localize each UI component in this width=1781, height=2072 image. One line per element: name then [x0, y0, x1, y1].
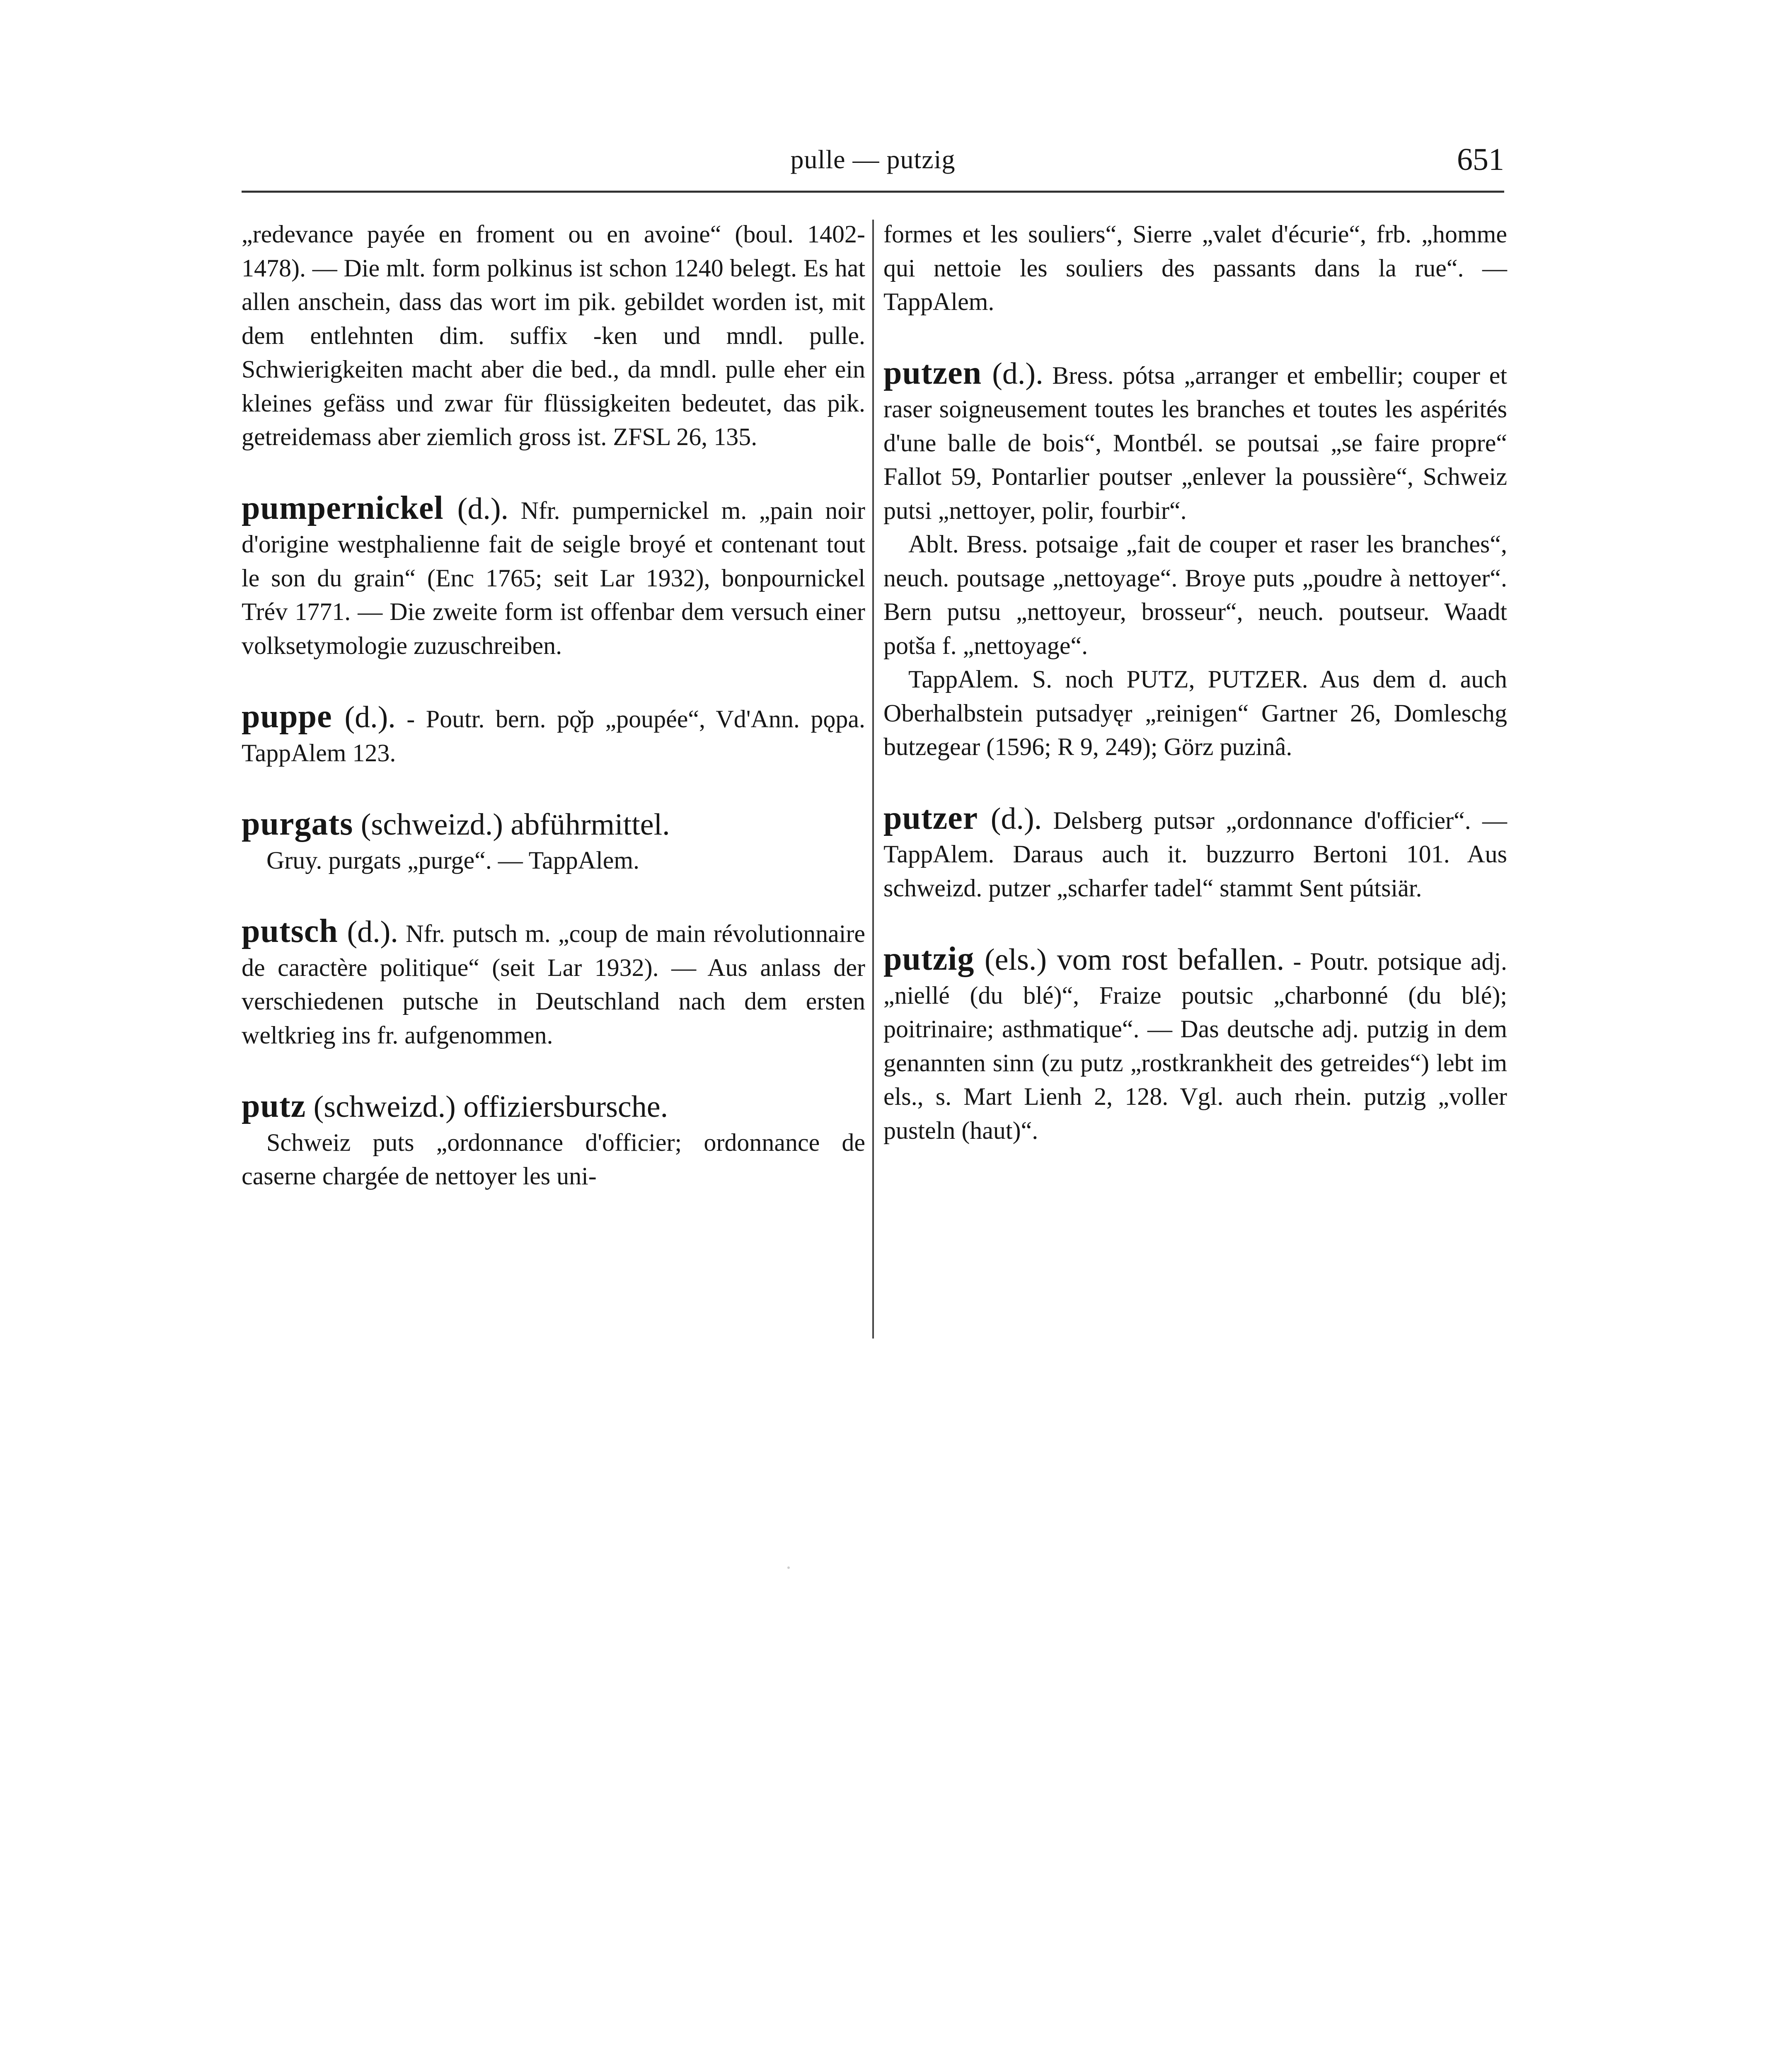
entry-putsch: [242, 915, 865, 1052]
continuation-text: formes et les souliers“, Sierre „valet d'écurie“, frb. „homme qui nettoie les souliers des passants dans la rue“. — TappAlem.: [883, 220, 1507, 315]
headword: pumpernickel: [242, 489, 444, 526]
entry-body: Gruy. purgats „purge“. — TappAlem.: [266, 846, 640, 874]
headword-gloss: (d.).: [443, 491, 508, 526]
headword: putsch: [242, 913, 338, 949]
continuation-entry: [883, 218, 1507, 319]
entry-putzer: [883, 801, 1507, 905]
entry-putz: [242, 1089, 865, 1193]
entry-body: Delsberg putsər „ordonnance d'officier“. — TappAlem. Daraus auch it. buzzurro Bertoni 101. Aus schweizd. putzer „scharfer tadel“ stammt Sent pútsiär.: [883, 806, 1507, 902]
entry-body: Nfr. putsch m. „coup de main révolutionnaire de caractère politique“ (seit Lar 1932). — Aus anlass der verschiedenen putsche in Deutschland nach dem ersten weltkrieg ins fr. aufgenommen.: [242, 920, 865, 1049]
continuation-text: „redevance payée en froment ou en avoine“ (boul. 1402-1478). — Die mlt. form polkinus ist schon 1240 belegt. Es hat allen anschein, dass das wort im pik. gebildet worden ist, mit dem entlehnten dim. suffix -ken und mndl. pulle. Schwierigkeiten macht aber die bed., da mndl. pulle eher ein kleines gefäss und zwar für flüssigkeiten bedeutet, das pik. getreidemass aber ziemlich gross ist. ZFSL 26, 135.: [242, 220, 865, 450]
headword-gloss: (els.) vom rost befallen.: [974, 943, 1285, 977]
entry-puppe: [242, 700, 865, 770]
left-column: [242, 218, 865, 1231]
entry-purgats: [242, 807, 865, 877]
headword: putz: [242, 1088, 306, 1124]
page-number: 651: [1457, 142, 1504, 177]
entry-note: TappAlem. S. noch PUTZ, PUTZER. Aus dem d. auch Oberhalbstein putsadyęr „reinigen“ Gartner 26, Domleschg butzegear (1596; R 9, 249); Görz puzinâ.: [883, 666, 1507, 760]
headword-gloss: (schweizd.) abführmittel.: [353, 808, 670, 842]
headword: putzer: [883, 799, 978, 836]
headword-gloss: (d.).: [978, 801, 1042, 836]
header-rule: [242, 191, 1504, 193]
headword-gloss: (d.).: [338, 915, 398, 949]
headword: putzig: [883, 941, 975, 977]
headword-gloss: (schweizd.) offiziersbursche.: [306, 1090, 668, 1124]
headword: puppe: [242, 698, 332, 735]
entry-putzig: [883, 942, 1507, 1147]
entry-body: Nfr. pumpernickel m. „pain noir d'origine westphalienne fait de seigle broyé et contenant tout le son du grain“ (Enc 1765; seit Lar 1932), bonpournickel Trév 1771. — Die zweite form ist offenbar dem versuch einer volksetymologie zuzuschreiben.: [242, 496, 866, 659]
column-divider: [872, 220, 874, 1339]
entry-body: - Poutr. bern. pǫ̆p „poupée“, Vd'Ann. pǫpa. TappAlem 123.: [242, 705, 865, 767]
headword-gloss: (d.).: [982, 356, 1043, 391]
running-head: pulle — putzig: [790, 145, 956, 174]
scan-speck: [787, 1566, 790, 1569]
continuation-entry: [242, 218, 865, 454]
headword: putzen: [883, 354, 982, 391]
entry-body: - Poutr. potsique adj. „niellé (du blé)“, Fraize poutsic „charbonné (du blé); poitrinaire; asthmatique“. — Das deutsche adj. putzig in dem genannten sinn (zu putz „rostkrankheit des getreides“) lebt im els., s. Mart Lienh 2, 128. Vgl. auch rhein. putzig „voller pusteln (haut)“.: [883, 948, 1508, 1144]
headword: purgats: [242, 806, 353, 842]
headword-gloss: (d.).: [332, 700, 396, 734]
entry-body: Bress. pótsa „arranger et embellir; couper et raser soigneusement toutes les branches et toutes les aspérités d'une balle de bois“, Montbél. se poutsai „se faire propre“ Fallot 59, Pontarlier poutser „enlever la poussière“, Schweiz putsi „nettoyer, polir, fourbir“.: [883, 361, 1507, 524]
right-column: [883, 218, 1507, 1185]
entry-body: Schweiz puts „ordonnance d'officier; ordonnance de caserne chargée de nettoyer les uni-: [242, 1128, 865, 1190]
entry-pumpernickel: [242, 491, 865, 663]
page-header: [242, 142, 1504, 187]
entry-putzen: [883, 356, 1507, 764]
entry-derivations: Ablt. Bress. potsaige „fait de couper et raser les branches“, neuch. poutsage „nettoyage“. Broye puts „poudre à nettoyer“. Bern putsu „nettoyeur, brosseur“, neuch. poutseur. Waadt potša f. „nettoyage“.: [883, 530, 1507, 659]
